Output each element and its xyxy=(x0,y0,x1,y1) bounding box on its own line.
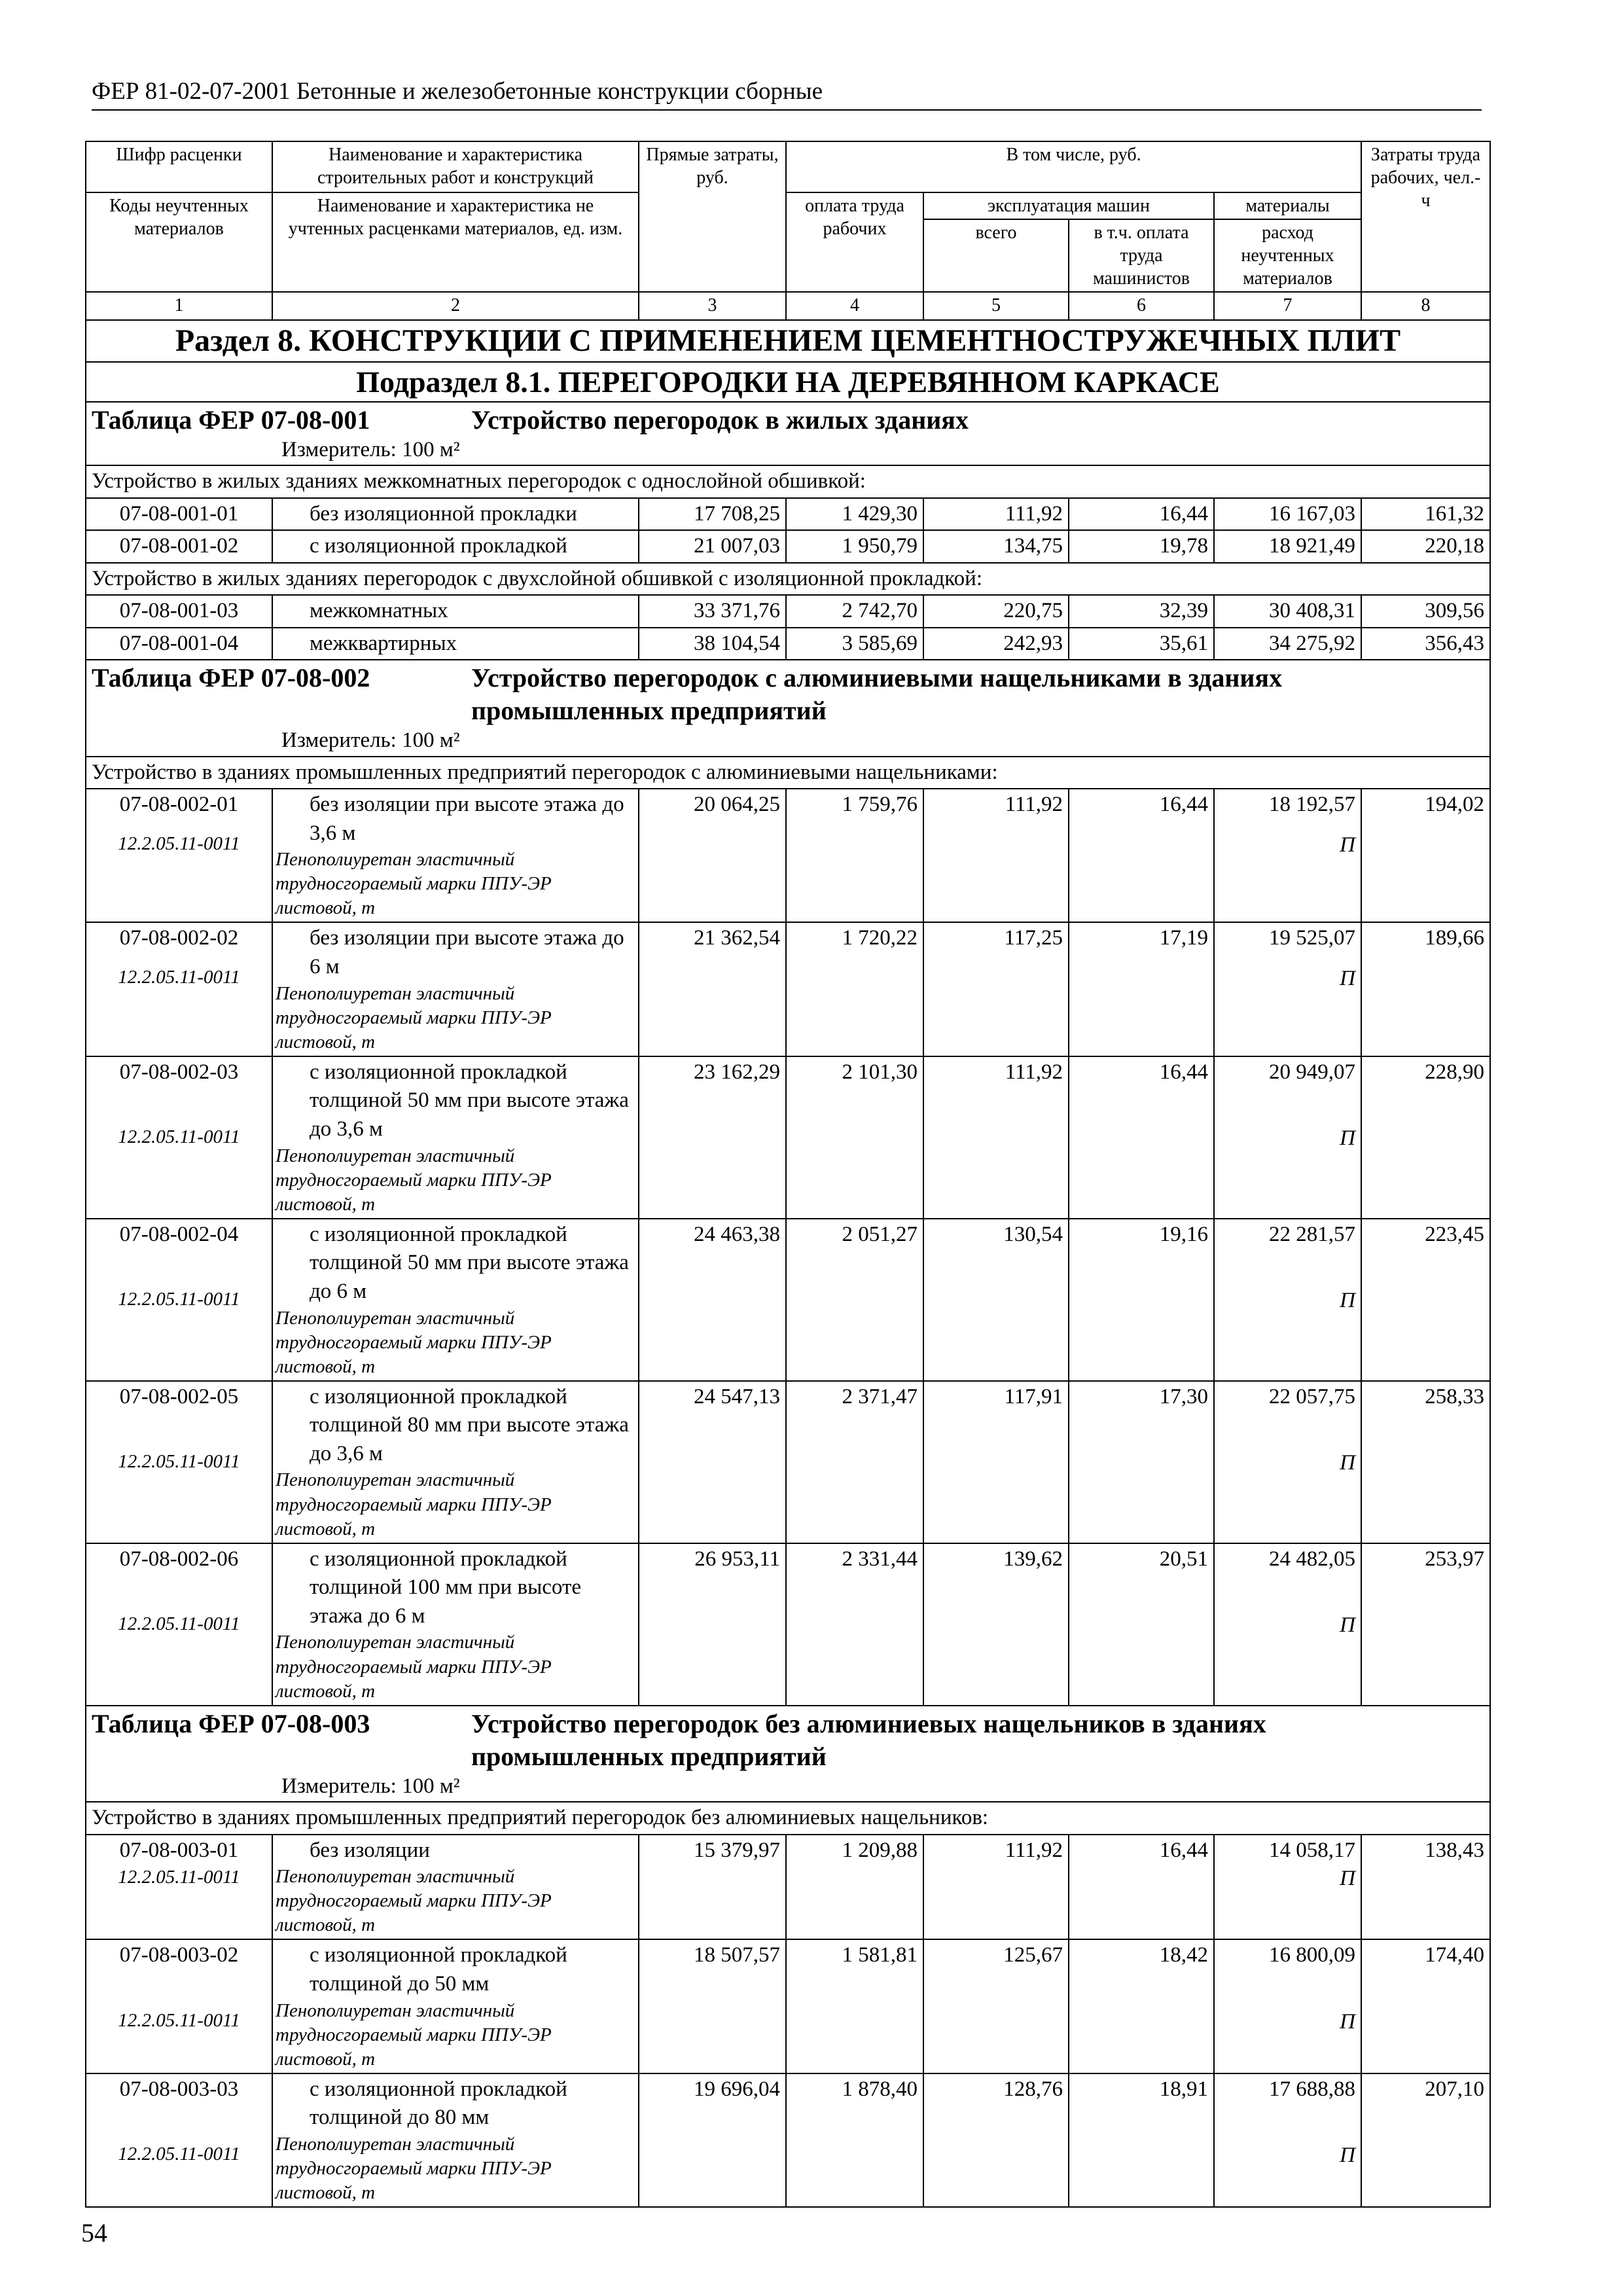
value-c7: 18 921,49 xyxy=(1214,530,1361,563)
column-number: 5 xyxy=(923,292,1069,320)
value-c3: 23 162,29 xyxy=(639,1056,786,1219)
value-c3: 15 379,97 xyxy=(639,1835,786,1940)
col-header-labor: Затраты труда рабочих, чел.-ч xyxy=(1361,141,1490,292)
col-header-unaccounted-materials: расход неучтенных материалов xyxy=(1214,219,1361,292)
material-code: 12.2.05.11-0011 xyxy=(118,2010,240,2031)
group-heading: Устройство в зданиях промышленных предприятий перегородок с алюминиевыми нащельниками: xyxy=(86,757,1490,789)
rate-code-text: 07-08-002-04 xyxy=(119,1222,239,1246)
rates-table xyxy=(85,141,1491,2208)
rate-code xyxy=(86,1381,272,1543)
work-name: с изоляционной прокладкой толщиной 80 мм при высоте этажа до 3,6 м xyxy=(310,1384,629,1465)
value-c7: 34 275,92 xyxy=(1214,628,1361,660)
value-c6: 32,39 xyxy=(1069,595,1214,628)
value-c8: 356,43 xyxy=(1361,628,1490,660)
work-description xyxy=(272,1219,639,1381)
work-name: с изоляционной прокладкой толщиной 100 мм при высоте этажа до 6 м xyxy=(310,1547,582,1628)
table-row xyxy=(86,2073,1490,2207)
rate-code xyxy=(86,1056,272,1219)
measure-unit: Измеритель: 100 м² xyxy=(281,437,460,461)
value-c5: 111,92 xyxy=(923,1835,1069,1940)
value-c6: 35,61 xyxy=(1069,628,1214,660)
value-c8: 207,10 xyxy=(1361,2073,1490,2207)
table-code: Таблица ФЕР 07-08-001 xyxy=(92,404,370,435)
value-c7-text: 20 949,07 xyxy=(1269,1060,1356,1084)
value-c7-text: 24 482,05 xyxy=(1269,1547,1356,1571)
work-name: без изоляции xyxy=(310,1838,430,1862)
table-header xyxy=(86,402,1490,465)
work-description xyxy=(272,1939,639,2073)
rate-code: 07-08-001-01 xyxy=(86,498,272,531)
table-row xyxy=(86,530,1490,563)
col-header-rate-code: Шифр расценки xyxy=(86,141,272,192)
value-c4: 2 331,44 xyxy=(786,1543,923,1706)
value-c5: 125,67 xyxy=(923,1939,1069,2073)
table-header xyxy=(86,1706,1490,1802)
rate-code xyxy=(86,922,272,1056)
material-code: 12.2.05.11-0011 xyxy=(118,833,240,854)
col-header-materials: материалы xyxy=(1214,192,1361,219)
value-c8: 223,45 xyxy=(1361,1219,1490,1381)
column-number: 7 xyxy=(1214,292,1361,320)
rate-code-text: 07-08-002-02 xyxy=(119,926,239,950)
column-number: 2 xyxy=(272,292,639,320)
value-c3: 21 007,03 xyxy=(639,530,786,563)
table-code: Таблица ФЕР 07-08-003 xyxy=(92,1708,370,1738)
unaccounted-mark: П xyxy=(1340,833,1356,857)
page-header-title: ФЕР 81-02-07-2001 Бетонные и железобетонные конструкции сборные xyxy=(92,77,1482,111)
table-title: Устройство перегородок в жилых зданиях xyxy=(471,404,969,435)
work-description xyxy=(272,1056,639,1219)
value-c6: 18,91 xyxy=(1069,2073,1214,2207)
value-c4: 1 581,81 xyxy=(786,1939,923,2073)
table-header-row xyxy=(86,1706,1490,1802)
value-c4: 1 209,88 xyxy=(786,1835,923,1940)
unaccounted-mark: П xyxy=(1340,1289,1356,1313)
table-row xyxy=(86,922,1490,1056)
work-description xyxy=(272,1381,639,1543)
rate-code-text: 07-08-002-01 xyxy=(119,793,239,817)
value-c7 xyxy=(1214,1381,1361,1543)
unaccounted-mark: П xyxy=(1340,967,1356,991)
table-title: Устройство перегородок с алюминиевыми нащельниками в зданиях промышленных предприятий xyxy=(471,663,1283,726)
work-description xyxy=(272,2073,639,2207)
work-description: межкомнатных xyxy=(272,595,639,628)
section-title: Раздел 8. КОНСТРУКЦИИ С ПРИМЕНЕНИЕМ ЦЕМЕНТНОСТРУЖЕЧНЫХ ПЛИТ xyxy=(86,320,1490,362)
value-c7-text: 14 058,17 xyxy=(1269,1838,1356,1862)
value-c6: 16,44 xyxy=(1069,789,1214,922)
material-name: Пенополиуретан эластичный трудносгораемый марки ППУ-ЭР листовой, т xyxy=(276,1866,552,1936)
value-c5: 128,76 xyxy=(923,2073,1069,2207)
rate-code xyxy=(86,1939,272,2073)
value-c7 xyxy=(1214,1219,1361,1381)
work-name: с изоляционной прокладкой толщиной 50 мм при высоте этажа до 6 м xyxy=(310,1222,629,1303)
value-c3: 24 547,13 xyxy=(639,1381,786,1543)
rate-code-text: 07-08-002-06 xyxy=(119,1547,239,1571)
column-number: 3 xyxy=(639,292,786,320)
value-c4: 2 101,30 xyxy=(786,1056,923,1219)
work-description: межквартирных xyxy=(272,628,639,660)
material-code: 12.2.05.11-0011 xyxy=(118,1867,240,1888)
value-c8: 161,32 xyxy=(1361,498,1490,531)
value-c3: 20 064,25 xyxy=(639,789,786,922)
rate-code-text: 07-08-002-05 xyxy=(119,1384,239,1408)
value-c6: 20,51 xyxy=(1069,1543,1214,1706)
unaccounted-mark: П xyxy=(1340,2010,1356,2034)
work-description xyxy=(272,1543,639,1706)
work-description xyxy=(272,922,639,1056)
measure-unit: Измеритель: 100 м² xyxy=(281,1774,460,1798)
table-row xyxy=(86,1056,1490,1219)
col-header-machines: эксплуатация машин xyxy=(923,192,1214,219)
value-c5: 220,75 xyxy=(923,595,1069,628)
value-c7-text: 18 192,57 xyxy=(1269,793,1356,817)
table-row xyxy=(86,1939,1490,2073)
rate-code-text: 07-08-003-01 xyxy=(119,1838,239,1862)
work-description: без изоляционной прокладки xyxy=(272,498,639,531)
group-heading: Устройство в жилых зданиях перегородок с двухслойной обшивкой с изоляционной прокладкой: xyxy=(86,563,1490,596)
material-code: 12.2.05.11-0011 xyxy=(118,1289,240,1310)
page-number: 54 xyxy=(81,2218,107,2248)
value-c7: 16 167,03 xyxy=(1214,498,1361,531)
work-description xyxy=(272,1835,639,1940)
table-row xyxy=(86,595,1490,628)
value-c3: 26 953,11 xyxy=(639,1543,786,1706)
table-header xyxy=(86,660,1490,756)
table-row xyxy=(86,628,1490,660)
value-c7 xyxy=(1214,1056,1361,1219)
rate-code: 07-08-001-04 xyxy=(86,628,272,660)
work-name: без изоляции при высоте этажа до 3,6 м xyxy=(310,793,624,845)
material-name: Пенополиуретан эластичный трудносгораемый марки ППУ-ЭР листовой, т xyxy=(276,2000,552,2070)
material-name: Пенополиуретан эластичный трудносгораемый марки ППУ-ЭР листовой, т xyxy=(276,1469,552,1539)
value-c8: 194,02 xyxy=(1361,789,1490,922)
rate-code xyxy=(86,1219,272,1381)
value-c4: 1 759,76 xyxy=(786,789,923,922)
work-description xyxy=(272,789,639,922)
material-code: 12.2.05.11-0011 xyxy=(118,1451,240,1473)
material-name: Пенополиуретан эластичный трудносгораемый марки ППУ-ЭР листовой, т xyxy=(276,982,552,1052)
value-c7-text: 22 281,57 xyxy=(1269,1222,1356,1246)
value-c7 xyxy=(1214,2073,1361,2207)
table-row xyxy=(86,1381,1490,1543)
table-row xyxy=(86,789,1490,922)
group-heading-row xyxy=(86,757,1490,789)
material-name: Пенополиуретан эластичный трудносгораемый марки ППУ-ЭР листовой, т xyxy=(276,1632,552,1702)
value-c5: 111,92 xyxy=(923,1056,1069,1219)
value-c3: 38 104,54 xyxy=(639,628,786,660)
value-c5: 117,25 xyxy=(923,922,1069,1056)
col-header-direct-costs: Прямые затраты, руб. xyxy=(639,141,786,292)
group-heading-row xyxy=(86,563,1490,596)
value-c6: 16,44 xyxy=(1069,498,1214,531)
value-c6: 16,44 xyxy=(1069,1056,1214,1219)
value-c8: 228,90 xyxy=(1361,1056,1490,1219)
material-code: 12.2.05.11-0011 xyxy=(118,1126,240,1148)
column-number: 4 xyxy=(786,292,923,320)
work-description: с изоляционной прокладкой xyxy=(272,530,639,563)
table-row xyxy=(86,498,1490,531)
value-c7 xyxy=(1214,789,1361,922)
material-code: 12.2.05.11-0011 xyxy=(118,1613,240,1635)
material-name: Пенополиуретан эластичный трудносгораемый марки ППУ-ЭР листовой, т xyxy=(276,1145,552,1215)
subsection-title: Подраздел 8.1. ПЕРЕГОРОДКИ НА ДЕРЕВЯННОМ КАРКАСЕ xyxy=(86,362,1490,402)
value-c4: 2 371,47 xyxy=(786,1381,923,1543)
material-code: 12.2.05.11-0011 xyxy=(118,2144,240,2165)
value-c6: 17,30 xyxy=(1069,1381,1214,1543)
value-c7-text: 22 057,75 xyxy=(1269,1384,1356,1408)
group-heading: Устройство в жилых зданиях межкомнатных перегородок с однослойной обшивкой: xyxy=(86,465,1490,498)
col-header-work-name: Наименование и характеристика строительных работ и конструкций xyxy=(272,141,639,192)
value-c7 xyxy=(1214,1939,1361,2073)
value-c4: 3 585,69 xyxy=(786,628,923,660)
value-c5: 130,54 xyxy=(923,1219,1069,1381)
value-c7-text: 19 525,07 xyxy=(1269,926,1356,950)
value-c5: 117,91 xyxy=(923,1381,1069,1543)
rate-code: 07-08-001-02 xyxy=(86,530,272,563)
rate-code xyxy=(86,789,272,922)
value-c7-text: 17 688,88 xyxy=(1269,2077,1356,2101)
group-heading: Устройство в зданиях промышленных предприятий перегородок без алюминиевых нащельников: xyxy=(86,1802,1490,1835)
value-c6: 19,78 xyxy=(1069,530,1214,563)
value-c5: 139,62 xyxy=(923,1543,1069,1706)
col-header-including: В том числе, руб. xyxy=(786,141,1361,192)
value-c3: 21 362,54 xyxy=(639,922,786,1056)
value-c6: 16,44 xyxy=(1069,1835,1214,1940)
col-header-material-names: Наименование и характеристика не учтенных расценками материалов, ед. изм. xyxy=(272,192,639,292)
rate-code xyxy=(86,1543,272,1706)
rate-code xyxy=(86,2073,272,2207)
value-c7 xyxy=(1214,922,1361,1056)
rate-code-text: 07-08-003-03 xyxy=(119,2077,239,2101)
column-number: 8 xyxy=(1361,292,1490,320)
value-c7 xyxy=(1214,1835,1361,1940)
rate-code: 07-08-001-03 xyxy=(86,595,272,628)
value-c6: 18,42 xyxy=(1069,1939,1214,2073)
value-c4: 1 720,22 xyxy=(786,922,923,1056)
column-number: 1 xyxy=(86,292,272,320)
value-c5: 134,75 xyxy=(923,530,1069,563)
value-c5: 111,92 xyxy=(923,498,1069,531)
material-code: 12.2.05.11-0011 xyxy=(118,967,240,988)
table-title: Устройство перегородок без алюминиевых нащельников в зданиях промышленных предприятий xyxy=(471,1708,1266,1771)
value-c6: 17,19 xyxy=(1069,922,1214,1056)
value-c4: 1 950,79 xyxy=(786,530,923,563)
value-c5: 111,92 xyxy=(923,789,1069,922)
unaccounted-mark: П xyxy=(1340,1867,1356,1891)
unaccounted-mark: П xyxy=(1340,1451,1356,1475)
value-c4: 2 742,70 xyxy=(786,595,923,628)
value-c3: 33 371,76 xyxy=(639,595,786,628)
value-c3: 19 696,04 xyxy=(639,2073,786,2207)
table-code: Таблица ФЕР 07-08-002 xyxy=(92,663,370,693)
col-header-material-codes: Коды неучтенных материалов xyxy=(86,192,272,292)
unaccounted-mark: П xyxy=(1340,1126,1356,1151)
table-row xyxy=(86,1219,1490,1381)
value-c8: 138,43 xyxy=(1361,1835,1490,1940)
group-heading-row xyxy=(86,1802,1490,1835)
value-c8: 220,18 xyxy=(1361,530,1490,563)
col-header-worker-pay: оплата труда рабочих xyxy=(786,192,923,292)
table-row xyxy=(86,1835,1490,1940)
value-c5: 242,93 xyxy=(923,628,1069,660)
value-c8: 174,40 xyxy=(1361,1939,1490,2073)
measure-unit: Измеритель: 100 м² xyxy=(281,728,460,753)
column-numbers-row xyxy=(86,292,1490,320)
col-header-machinist-pay: в т.ч. оплата труда машинистов xyxy=(1069,219,1214,292)
rate-code-text: 07-08-003-02 xyxy=(119,1943,239,1967)
value-c4: 2 051,27 xyxy=(786,1219,923,1381)
material-name: Пенополиуретан эластичный трудносгораемый марки ППУ-ЭР листовой, т xyxy=(276,2133,552,2204)
material-name: Пенополиуретан эластичный трудносгораемый марки ППУ-ЭР листовой, т xyxy=(276,849,552,919)
work-name: с изоляционной прокладкой толщиной 50 мм при высоте этажа до 3,6 м xyxy=(310,1060,629,1141)
value-c3: 17 708,25 xyxy=(639,498,786,531)
work-name: с изоляционной прокладкой толщиной до 50 мм xyxy=(310,1943,567,1996)
unaccounted-mark: П xyxy=(1340,2144,1356,2168)
work-name: без изоляции при высоте этажа до 6 м xyxy=(310,926,624,979)
value-c8: 189,66 xyxy=(1361,922,1490,1056)
value-c3: 24 463,38 xyxy=(639,1219,786,1381)
value-c8: 253,97 xyxy=(1361,1543,1490,1706)
value-c3: 18 507,57 xyxy=(639,1939,786,2073)
col-header-machines-total: всего xyxy=(923,219,1069,292)
value-c7: 30 408,31 xyxy=(1214,595,1361,628)
rate-code xyxy=(86,1835,272,1940)
value-c8: 258,33 xyxy=(1361,1381,1490,1543)
rate-code-text: 07-08-002-03 xyxy=(119,1060,239,1084)
material-name: Пенополиуретан эластичный трудносгораемый марки ППУ-ЭР листовой, т xyxy=(276,1307,552,1377)
unaccounted-mark: П xyxy=(1340,1613,1356,1638)
work-name: с изоляционной прокладкой толщиной до 80 мм xyxy=(310,2077,567,2130)
column-number: 6 xyxy=(1069,292,1214,320)
value-c7-text: 16 800,09 xyxy=(1269,1943,1356,1967)
value-c7 xyxy=(1214,1543,1361,1706)
value-c4: 1 429,30 xyxy=(786,498,923,531)
value-c4: 1 878,40 xyxy=(786,2073,923,2207)
table-header-row xyxy=(86,660,1490,756)
table-row xyxy=(86,1543,1490,1706)
value-c6: 19,16 xyxy=(1069,1219,1214,1381)
value-c8: 309,56 xyxy=(1361,595,1490,628)
